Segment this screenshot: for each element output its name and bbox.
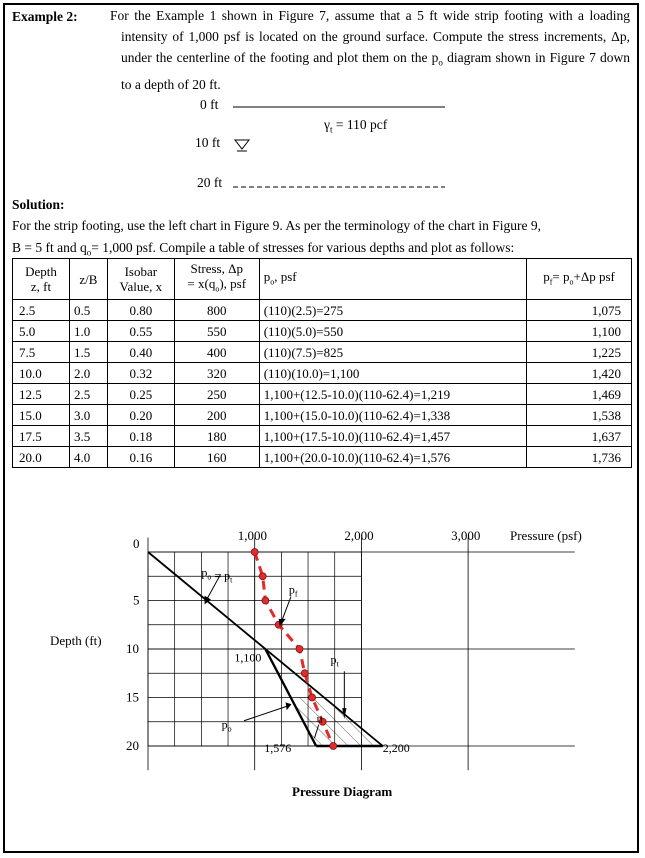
cell-depth: 5.0 bbox=[13, 321, 70, 342]
cell-isobar: 0.16 bbox=[107, 447, 174, 468]
cell-isobar: 0.18 bbox=[107, 426, 174, 447]
cell-depth: 17.5 bbox=[13, 426, 70, 447]
x-tick-label: 2,000 bbox=[344, 528, 374, 543]
cell-po: 1,100+(15.0-10.0)(110-62.4)=1,338 bbox=[259, 405, 526, 426]
value-1100-label: 1,100 bbox=[234, 650, 262, 665]
y-tick-label: 10 bbox=[126, 641, 139, 656]
cell-stress: 200 bbox=[174, 405, 259, 426]
cell-pf: 1,225 bbox=[527, 342, 632, 363]
cell-po: (110)(7.5)=825 bbox=[259, 342, 526, 363]
header-po: $p_o$, psf bbox=[259, 259, 526, 300]
example-label: Example 2: bbox=[12, 9, 78, 24]
solution-line-2: B = 5 ft and $q_o= 1,000$ psf. Compile a table of stresses for various depths and plot as follows: bbox=[12, 240, 515, 258]
depth-20-label: 20 ft bbox=[197, 175, 223, 190]
stress-table bbox=[12, 258, 632, 468]
cell-po: 1,100+(20.0-10.0)(110-62.4)=1,576 bbox=[259, 447, 526, 468]
final-stress-point bbox=[296, 646, 303, 653]
y-axis-label: Depth (ft) bbox=[50, 633, 102, 648]
solution-line-1: For the strip footing, use the left chart in Figure 9. As per the terminology of the chart in Figure 9, bbox=[12, 218, 542, 233]
value-1576-label: 1,576 bbox=[264, 740, 292, 755]
cell-po: (110)(5.0)=550 bbox=[259, 321, 526, 342]
table-header-row bbox=[13, 259, 632, 300]
po-arrow bbox=[244, 705, 290, 721]
final-stress-point bbox=[309, 694, 316, 701]
label-po: $p_o$ bbox=[221, 717, 232, 734]
cell-pf: 1,100 bbox=[527, 321, 632, 342]
cell-pf: 1,538 bbox=[527, 405, 632, 426]
table-row bbox=[13, 363, 632, 384]
cell-stress: 400 bbox=[174, 342, 259, 363]
cell-zb: 4.0 bbox=[69, 447, 107, 468]
y-tick-label: 15 bbox=[126, 689, 139, 705]
depth-0-label: 0 ft bbox=[200, 97, 219, 112]
po-arrowhead bbox=[286, 702, 292, 710]
cell-stress: 250 bbox=[174, 384, 259, 405]
cell-isobar: 0.32 bbox=[107, 363, 174, 384]
cell-zb: 3.5 bbox=[69, 426, 107, 447]
example-text: For the Example 1 shown in Figure 7, assume that a 5 ft wide strip footing with a loading intensity of 1,000 psf is located on the ground surface. Compute the stress increments, Δp, under the centerline of the footing and plot them on the $p_o$ diagram shown in Figure 7 down to a depth of 20 ft. bbox=[110, 8, 630, 92]
final-stress-point bbox=[301, 670, 308, 677]
cell-pf: 1,637 bbox=[527, 426, 632, 447]
cell-isobar: 0.40 bbox=[107, 342, 174, 363]
table-row bbox=[13, 321, 632, 342]
cell-po: 1,100+(17.5-10.0)(110-62.4)=1,457 bbox=[259, 426, 526, 447]
cell-po: (110)(2.5)=275 bbox=[259, 300, 526, 321]
pore-pressure-hatch bbox=[291, 698, 383, 747]
cell-po: (110)(10.0)=1,100 bbox=[259, 363, 526, 384]
label-pt: $p_t$ bbox=[330, 652, 339, 669]
cell-depth: 10.0 bbox=[13, 363, 70, 384]
label-u: u bbox=[316, 711, 323, 726]
soil-profile-sketch bbox=[0, 0, 645, 200]
y-tick-label: 20 bbox=[126, 738, 139, 753]
final-stress-point bbox=[330, 743, 337, 750]
cell-depth: 2.5 bbox=[13, 300, 70, 321]
header-isobar: Isobar Value, x bbox=[107, 259, 174, 300]
table-row bbox=[13, 405, 632, 426]
y-tick-label: 0 bbox=[133, 536, 140, 551]
cell-depth: 7.5 bbox=[13, 342, 70, 363]
table-row bbox=[13, 426, 632, 447]
cell-zb: 0.5 bbox=[69, 300, 107, 321]
cell-zb: 1.0 bbox=[69, 321, 107, 342]
final-stress-point bbox=[251, 549, 258, 556]
pressure-diagram bbox=[0, 500, 645, 820]
cell-zb: 2.5 bbox=[69, 384, 107, 405]
cell-isobar: 0.80 bbox=[107, 300, 174, 321]
cell-stress: 800 bbox=[174, 300, 259, 321]
cell-pf: 1,075 bbox=[527, 300, 632, 321]
cell-zb: 1.5 bbox=[69, 342, 107, 363]
x-tick-label: 3,000 bbox=[451, 528, 481, 543]
table-row bbox=[13, 447, 632, 468]
cell-isobar: 0.25 bbox=[107, 384, 174, 405]
cell-pf: 1,420 bbox=[527, 363, 632, 384]
diagram-title: Pressure Diagram bbox=[292, 784, 393, 799]
table-row bbox=[13, 384, 632, 405]
cell-stress: 550 bbox=[174, 321, 259, 342]
x-axis-label: Pressure (psf) bbox=[510, 528, 582, 543]
label-po-equals-pt: $p_o = p_t$ bbox=[201, 565, 233, 585]
cell-po: 1,100+(12.5-10.0)(110-62.4)=1,219 bbox=[259, 384, 526, 405]
cell-depth: 12.5 bbox=[13, 384, 70, 405]
table-row bbox=[13, 300, 632, 321]
cell-zb: 2.0 bbox=[69, 363, 107, 384]
solution-heading: Solution: bbox=[12, 197, 65, 212]
cell-isobar: 0.20 bbox=[107, 405, 174, 426]
cell-stress: 160 bbox=[174, 447, 259, 468]
cell-pf: 1,469 bbox=[527, 384, 632, 405]
depth-10-label: 10 ft bbox=[195, 135, 221, 150]
final-stress-point bbox=[259, 573, 266, 580]
cell-depth: 15.0 bbox=[13, 405, 70, 426]
cell-pf: 1,736 bbox=[527, 447, 632, 468]
cell-stress: 180 bbox=[174, 426, 259, 447]
header-depth: Depth z, ft bbox=[13, 259, 70, 300]
cell-isobar: 0.55 bbox=[107, 321, 174, 342]
cell-depth: 20.0 bbox=[13, 447, 70, 468]
unit-weight-label: $\gamma_t = 110$ pcf bbox=[324, 117, 388, 135]
header-pf: $p_f= p_o+\Delta p$ psf bbox=[527, 259, 632, 300]
cell-zb: 3.0 bbox=[69, 405, 107, 426]
y-tick-label: 5 bbox=[133, 592, 140, 608]
x-tick-label: 1,000 bbox=[237, 528, 267, 543]
final-stress-point bbox=[262, 597, 269, 604]
value-2200-label: 2,200 bbox=[382, 740, 410, 755]
header-zb: z/B bbox=[69, 259, 107, 300]
label-pf: $p_f$ bbox=[288, 582, 298, 599]
header-stress: Stress, Δp = $x(q_o)$, psf bbox=[174, 259, 259, 300]
cell-stress: 320 bbox=[174, 363, 259, 384]
table-row bbox=[13, 342, 632, 363]
water-table-icon bbox=[235, 140, 249, 151]
